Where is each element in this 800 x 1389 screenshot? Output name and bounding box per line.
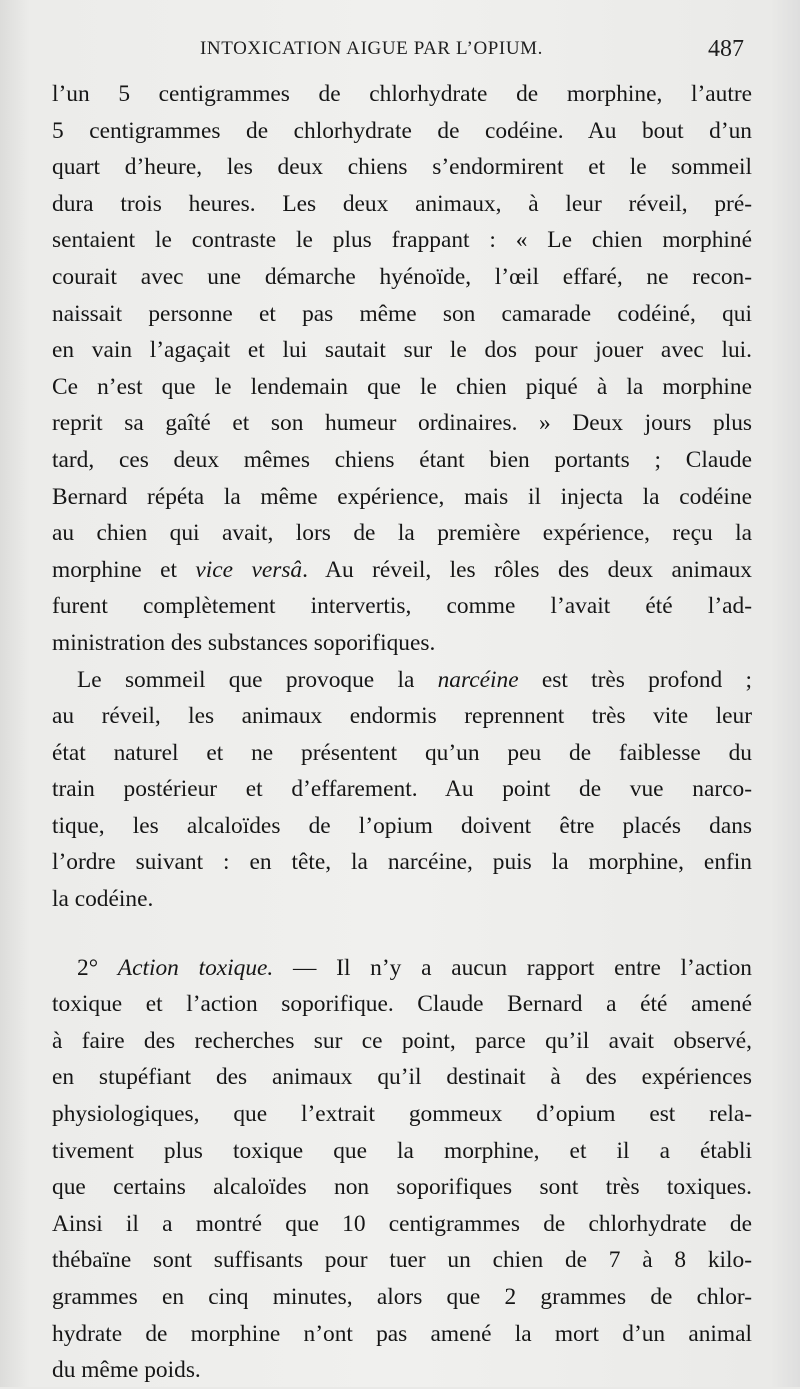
text-line: sentaient le contraste le plus frappant : « Le chien morphiné xyxy=(52,227,752,254)
page-number: 487 xyxy=(708,36,744,62)
italic-term: narcéine xyxy=(437,666,519,693)
text-line xyxy=(52,552,752,589)
text-line: tique, les alcaloïdes de l’opium doivent être placés dans xyxy=(52,812,752,839)
text-line: tard, ces deux mêmes chiens étant bien portants ; Claude xyxy=(52,446,752,473)
text-line: à faire des recherches sur ce point, parce qu’il avait observé, xyxy=(52,1027,752,1054)
text-run: . Au réveil, les rôles des deux animaux xyxy=(302,556,752,583)
text-run: morphine et xyxy=(52,556,196,583)
text-line: en vain l’agaçait et lui sautait sur le dos pour jouer avec lui. xyxy=(52,337,752,364)
text-line: l’ordre suivant : en tête, la narcéine, puis la morphine, enfin xyxy=(52,849,752,876)
text-line: Ainsi il a montré que 10 centigrammes de chlorhydrate de xyxy=(52,1210,752,1237)
text-line: grammes en cinq minutes, alors que 2 grammes de chlor- xyxy=(52,1284,752,1310)
text-line: au chien qui avait, lors de la première expérience, reçu la xyxy=(52,520,752,547)
text-line: en stupéfiant des animaux qu’il destinait à des expériences xyxy=(52,1064,752,1091)
text-run: Le sommeil que provoque la xyxy=(77,666,438,693)
section-action-toxique xyxy=(52,950,752,1389)
italic-phrase: vice versâ xyxy=(195,556,303,583)
text-line: quart d’heure, les deux chiens s’endormirent et le sommeil xyxy=(52,154,752,181)
text-line: l’un 5 centigrammes de chlorhydrate de morphine, l’autre xyxy=(52,81,752,107)
text-line: physiologiques, que l’extrait gommeux d’opium est rela- xyxy=(52,1101,752,1128)
text-line: train postérieur et d’effarement. Au point de vue narco- xyxy=(52,776,752,803)
text-line: ministration des substances soporifiques. xyxy=(52,629,436,656)
text-line: courait avec une démarche hyénoïde, l’œil effaré, ne recon- xyxy=(52,263,752,290)
text-line: que certains alcaloïdes non soporifiques sont très toxiques. xyxy=(52,1174,752,1201)
text-line: naissait personne et pas même son camarade codéiné, qui xyxy=(52,300,752,327)
text-line: du même poids. xyxy=(52,1357,201,1384)
page-header xyxy=(0,38,800,70)
text-line: état naturel et ne présentent qu’un peu de faiblesse du xyxy=(52,739,752,766)
text-line: Bernard répéta la même expérience, mais il injecta la codéine xyxy=(52,483,752,510)
text-line xyxy=(52,662,752,699)
text-line: toxique et l’action soporifique. Claude Bernard a été amené xyxy=(52,991,752,1018)
text-line: 5 centigrammes de chlorhydrate de codéine. Au bout d’un xyxy=(52,117,752,144)
paragraph-narceine xyxy=(52,662,752,918)
text-line: reprit sa gaîté et son humeur ordinaires. » Deux jours plus xyxy=(52,410,752,437)
text-line xyxy=(52,950,752,987)
text-line: thébaïne sont suffisants pour tuer un chien de 7 à 8 kilo- xyxy=(52,1247,752,1274)
running-title: INTOXICATION AIGUE PAR L’OPIUM. xyxy=(200,38,544,59)
text-line: Ce n’est que le lendemain que le chien piqué à la morphine xyxy=(52,373,752,400)
body-text xyxy=(52,76,752,1389)
text-line: la codéine. xyxy=(52,886,154,913)
text-line: tivement plus toxique que la morphine, et il a établi xyxy=(52,1137,752,1164)
section-gap xyxy=(52,918,752,950)
section-number: 2° xyxy=(77,954,118,981)
text-line: hydrate de morphine n’ont pas amené la mort d’un animal xyxy=(52,1320,752,1347)
text-run: — Il n’y a aucun rapport entre l’action xyxy=(273,954,752,981)
text-line: au réveil, les animaux endormis reprennent très vite leur xyxy=(52,703,752,730)
section-heading: Action toxique. xyxy=(117,954,274,981)
paragraph-continued xyxy=(52,76,752,662)
text-line: dura trois heures. Les deux animaux, à leur réveil, pré- xyxy=(52,190,752,217)
text-run: est très profond ; xyxy=(518,666,752,693)
text-line: furent complètement intervertis, comme l’avait été l’ad- xyxy=(52,593,752,620)
